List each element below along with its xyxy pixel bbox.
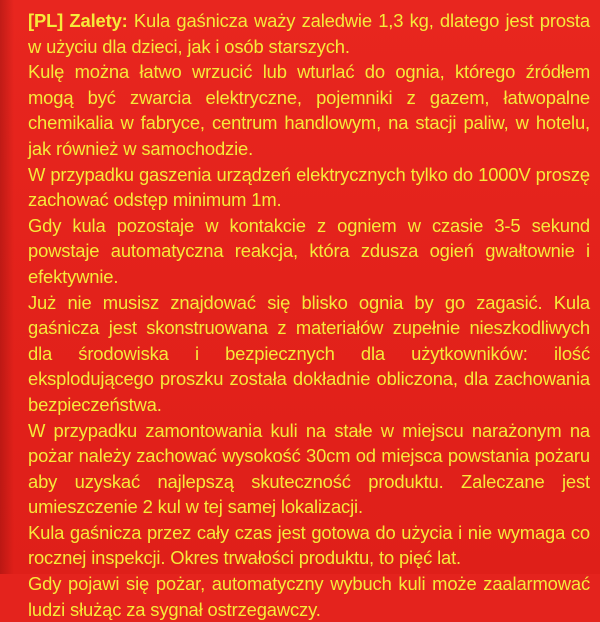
paragraph-electrical-distance: W przypadku gaszenia urządzeń elektrycznych tylko do 1000V proszę zachować odstęp minimum 1m. [28, 163, 590, 211]
paragraph-mounting: W przypadku zamontowania kuli na stałe w miejscu narażonym na pożar należy zachować wysokość 30cm od miejsca powstania pożaru aby uzyskać najlepszą skuteczność produktu. Zaleczane jest umieszczenie 2 kul w tej samej lokalizacji. [28, 419, 590, 518]
paragraph-safety: Już nie musisz znajdować się blisko ognia by go zagasić. Kula gaśnicza jest skonstruowana z materiałów zupełnie nieszkodliwych dla środowiska i bezpiecznych dla użytkowników: ilość eksplodującego proszku została dokładnie obliczona, dla zachowania bezpieczeństwa. [28, 291, 590, 415]
language-heading: [PL] Zalety: [28, 10, 128, 31]
paragraph-reaction-time: Gdy kula pozostaje w kontakcie z ogniem w czasie 3-5 sekund powstaje automatyczna reakcja, która zdusza ogień gwałtownie i efektywnie. [28, 214, 590, 287]
paragraph-durability: Kula gaśnicza przez cały czas jest gotowa do użycia i nie wymaga co rocznej inspekcji. Okres trwałości produktu, to pięć lat. [28, 521, 590, 569]
paragraph-throwing: Kulę można łatwo wrzucić lub wturlać do ognia, którego źródłem mogą być zwarcia elektryczne, pojemniki z gazem, łatwopalne chemikalia w fabryce, centrum handlowym, na stacji paliw, w hotelu, jak również w samochodzie. [28, 61, 590, 159]
paragraph-alarm: Gdy pojawi się pożar, automatyczny wybuch kuli może zaalarmować ludzi służąc za sygnał ostrzegawczy. [28, 573, 590, 620]
intro-paragraph [28, 8, 590, 59]
paragraph-weight: Kula gaśnicza waży zaledwie 1,3 kg, dlatego jest prosta w użyciu dla dzieci, jak i osób starszych. [28, 10, 590, 57]
